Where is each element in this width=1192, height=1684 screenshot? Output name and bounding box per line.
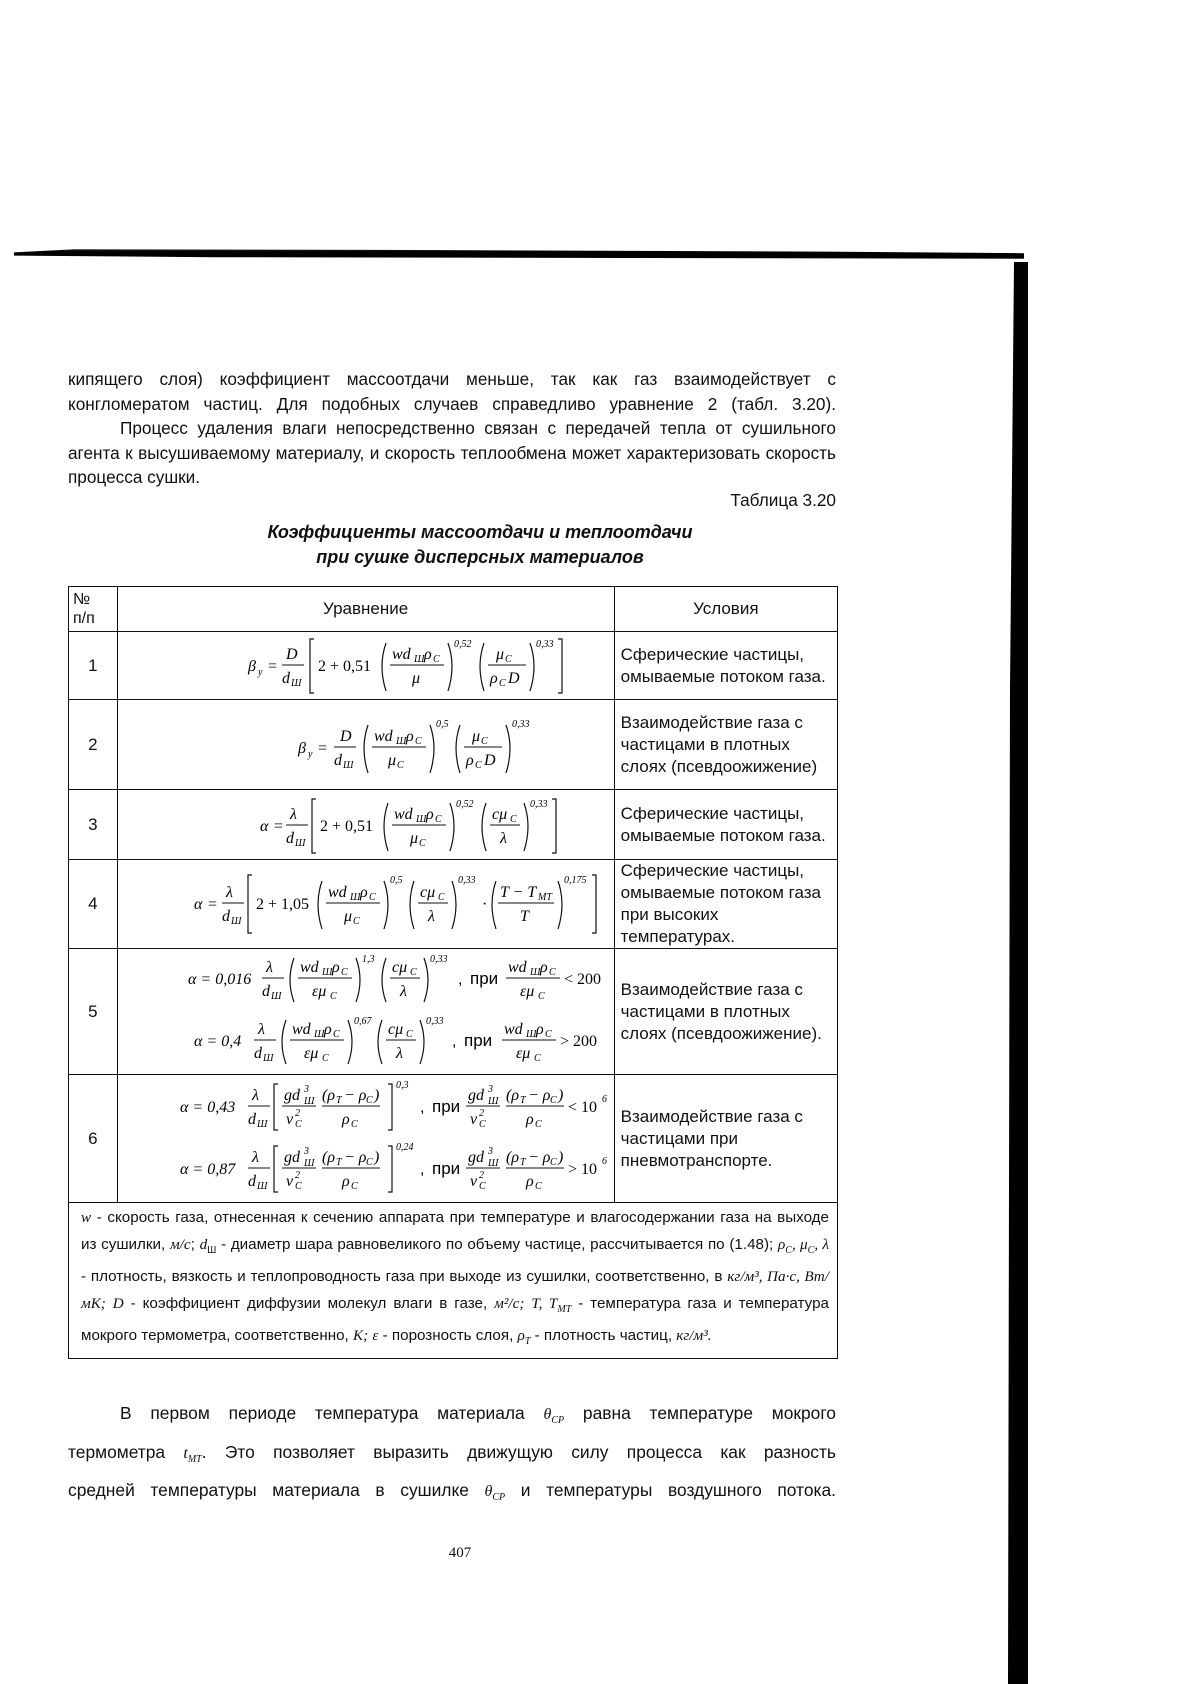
note-unit-5: кг/м³. (676, 1327, 712, 1345)
table-row (69, 632, 838, 700)
svg-text:d: d (261, 982, 270, 1000)
svg-text:C: C (480, 735, 488, 747)
svg-text:wd: wd (503, 1020, 523, 1038)
scan-edge-top (14, 246, 1024, 262)
svg-text:− ρ: − ρ (343, 1086, 367, 1104)
svg-text:C: C (365, 1156, 373, 1168)
svg-text:εμ: εμ (303, 1044, 318, 1062)
svg-text:λ: λ (225, 884, 233, 901)
svg-text:(ρ: (ρ (505, 1086, 519, 1104)
svg-text:d: d (285, 829, 294, 847)
svg-text:(ρ: (ρ (321, 1148, 335, 1166)
svg-text:C: C (414, 735, 422, 747)
svg-text:cμ: cμ (419, 884, 435, 901)
svg-text:3: 3 (487, 1145, 493, 1157)
when-label: при (469, 968, 498, 988)
header-num-line2: п/п (73, 610, 95, 627)
svg-text:Ш: Ш (529, 966, 541, 978)
row-num: 1 (69, 632, 118, 700)
svg-text:C: C (350, 1118, 358, 1130)
svg-text:λ: λ (251, 1086, 259, 1104)
svg-text:d: d (247, 1110, 256, 1128)
svg-text:Ш: Ш (487, 1095, 499, 1107)
svg-text:,: , (457, 970, 463, 988)
svg-text:Ш: Ш (294, 837, 306, 849)
bottom-line-1: В первом периоде температура материала $\theta_{CP}$ равна температуре мокрого (120, 1403, 836, 1427)
row-num: 4 (69, 860, 118, 949)
svg-text:λ: λ (427, 908, 435, 925)
equation-1 (117, 632, 614, 700)
svg-text:α: α (259, 817, 269, 835)
svg-text:gd: gd (467, 1148, 484, 1166)
svg-text:λ: λ (257, 1020, 265, 1038)
svg-text:Ш: Ш (256, 1180, 268, 1192)
svg-text:wd: wd (393, 805, 413, 823)
svg-text:2: 2 (478, 1107, 484, 1119)
bottom-line-3b: и температуры воздушного потока. (505, 1480, 836, 1501)
svg-text:α = 0,4: α = 0,4 (193, 1032, 241, 1050)
svg-text:α = 0,016: α = 0,016 (187, 970, 251, 988)
svg-text:3: 3 (303, 1083, 309, 1095)
svg-text:− ρ: − ρ (527, 1148, 551, 1166)
svg-text:C: C (478, 1180, 486, 1192)
note-text-6: - порозность слоя, (378, 1327, 518, 1345)
svg-text:C: C (504, 653, 512, 665)
svg-text:d: d (333, 751, 342, 769)
svg-text:εμ: εμ (311, 982, 326, 1000)
svg-text:C: C (352, 916, 360, 927)
svg-text:> 10: > 10 (567, 1160, 597, 1178)
table-title-line-2: при сушке дисперсных материалов (316, 547, 644, 567)
scan-edge-right (1008, 262, 1028, 1684)
svg-text:wd: wd (391, 645, 411, 663)
svg-text:ρ: ρ (359, 884, 368, 901)
svg-text:0,52: 0,52 (455, 798, 474, 810)
equation-4 (117, 860, 614, 949)
equation-6 (117, 1075, 614, 1203)
svg-text:α = 0,43: α = 0,43 (179, 1098, 235, 1116)
svg-text:=: = (267, 657, 277, 675)
bottom-line-1a: В первом периоде температура материала (120, 1403, 544, 1423)
svg-text:2 + 0,51: 2 + 0,51 (319, 817, 373, 835)
equation-3 (117, 790, 614, 860)
svg-text:cμ: cμ (491, 805, 507, 823)
svg-text:2 + 0,51: 2 + 0,51 (317, 657, 371, 675)
svg-text:λ: λ (251, 1148, 259, 1166)
svg-text:β: β (247, 657, 256, 675)
svg-text:,: , (419, 1098, 425, 1116)
svg-text:0,52: 0,52 (453, 638, 472, 650)
svg-text:0,24: 0,24 (395, 1141, 414, 1153)
svg-text:ρ: ρ (525, 1172, 534, 1190)
svg-text:ν: ν (285, 1172, 293, 1190)
bottom-line-3: средней температуры материала в сушилке $\theta_{CP}$ и температуры воздушного потока. (68, 1480, 836, 1504)
row-num: 2 (69, 700, 118, 790)
svg-text:C: C (321, 1052, 329, 1064)
svg-text:2: 2 (478, 1169, 484, 1181)
svg-text:d: d (247, 1172, 256, 1190)
svg-text:): ) (557, 1086, 563, 1104)
note-unit-2: кг/м³, Па·с, Вт/мК; (81, 1268, 829, 1312)
top-paragraph (68, 367, 836, 490)
svg-text:α: α (193, 896, 203, 913)
row-num: 3 (69, 790, 118, 860)
svg-text:wd: wd (327, 884, 347, 901)
svg-text:> 200: > 200 (559, 1032, 597, 1050)
svg-text:D: D (285, 645, 298, 663)
svg-text:C: C (549, 1094, 557, 1106)
svg-text:ν: ν (469, 1172, 477, 1190)
svg-text:εμ: εμ (519, 982, 534, 1000)
svg-text:ρ: ρ (341, 1172, 350, 1190)
conditions-6: Взаимодействие газа с частицами при пневмотранспорте. (614, 1075, 837, 1203)
svg-text:C: C (549, 1156, 557, 1168)
svg-text:Ш: Ш (342, 759, 354, 771)
note-text-4: - коэффициент диффузии молекул влаги в газе, (123, 1294, 495, 1312)
svg-text:Ш: Ш (230, 916, 242, 927)
svg-text:wd: wd (373, 727, 393, 745)
svg-text:wd: wd (299, 958, 319, 976)
header-equation: Уравнение (117, 587, 614, 632)
svg-text:Ш: Ш (525, 1028, 537, 1040)
header-num (69, 587, 118, 632)
svg-text:3: 3 (487, 1083, 493, 1095)
bottom-line-2a: термометра (68, 1441, 184, 1462)
svg-text:ν: ν (285, 1110, 293, 1128)
svg-text:< 200: < 200 (563, 970, 601, 988)
svg-text:T − T: T − T (499, 884, 536, 901)
svg-text:ρ: ρ (331, 958, 340, 976)
svg-text:C: C (534, 1180, 542, 1192)
svg-text:0,175: 0,175 (563, 875, 587, 886)
svg-text:C: C (548, 966, 556, 978)
svg-text:λ: λ (395, 1044, 403, 1062)
svg-text:Ш: Ш (262, 1052, 274, 1064)
svg-text:3: 3 (303, 1145, 309, 1157)
table-row (69, 1075, 838, 1203)
svg-text:C: C (294, 1118, 302, 1130)
svg-text:ρ: ρ (341, 1110, 350, 1128)
svg-text:Ш: Ш (313, 1028, 325, 1040)
svg-text:=: = (273, 817, 283, 835)
svg-text:0,33: 0,33 (529, 798, 548, 810)
svg-text:1,3: 1,3 (361, 953, 375, 965)
svg-text:d: d (253, 1044, 262, 1062)
conditions-2: Взаимодействие газа с частицами в плотных слоях (псевдоожижение) (614, 700, 837, 790)
svg-text:C: C (478, 1118, 486, 1130)
svg-text:− ρ: − ρ (343, 1148, 367, 1166)
when-label: при (431, 1096, 460, 1116)
svg-text:cμ: cμ (387, 1020, 403, 1038)
table-title (180, 520, 780, 570)
svg-text:6: 6 (601, 1155, 607, 1167)
svg-text:ρ: ρ (425, 805, 434, 823)
svg-text:< 10: < 10 (567, 1098, 597, 1116)
svg-text:0,33: 0,33 (429, 953, 448, 965)
svg-text:C: C (432, 653, 440, 665)
svg-text:(ρ: (ρ (505, 1148, 519, 1166)
svg-text:ρ: ρ (535, 1020, 544, 1038)
svg-text:C: C (544, 1028, 552, 1040)
svg-text:d: d (281, 669, 290, 687)
svg-text:C: C (350, 1180, 358, 1192)
note-text-3: - плотность, вязкость и теплопроводность газа при выходе из сушилки, соответственно, в (81, 1268, 728, 1286)
svg-text:μ: μ (409, 829, 418, 847)
svg-text:μ: μ (387, 751, 396, 769)
svg-text:T: T (519, 908, 529, 925)
note-unit-4: K; (353, 1327, 369, 1345)
svg-text:C: C (498, 677, 506, 689)
svg-text:α = 0,87: α = 0,87 (179, 1160, 235, 1178)
svg-text:): ) (373, 1086, 379, 1104)
table-header-row (69, 587, 838, 632)
svg-text:D: D (339, 727, 352, 745)
svg-text:C: C (368, 892, 376, 903)
svg-text:− ρ: − ρ (527, 1086, 551, 1104)
svg-text:T: T (335, 1156, 342, 1168)
equation-5 (117, 949, 614, 1075)
svg-text:gd: gd (283, 1086, 300, 1104)
svg-text:Ш: Ш (256, 1118, 268, 1130)
svg-text:ρ: ρ (405, 727, 414, 745)
svg-text:ρ: ρ (525, 1110, 534, 1128)
svg-text:C: C (405, 1028, 413, 1040)
note-text-2: - диаметр шара равновеликого по объему частице, рассчитывается по (1.48); (216, 1235, 778, 1253)
svg-text:λ: λ (499, 829, 507, 847)
note-unit-1: м/с (169, 1235, 191, 1253)
svg-text:λ: λ (265, 958, 273, 976)
header-num-line1: № (73, 591, 91, 608)
conditions-3: Сферические частицы, омываемые потоком газа. (614, 790, 837, 860)
svg-text:T: T (519, 1094, 526, 1106)
svg-text:gd: gd (467, 1086, 484, 1104)
svg-text:C: C (509, 813, 517, 825)
svg-text:C: C (434, 813, 442, 825)
svg-text:ρ: ρ (323, 1020, 332, 1038)
top-paragraph-2: Процесс удаления влаги непосредственно связан с передачей тепла от сушильного агента к высушиваемому материалу, и скорость теплообмена может характеризовать скорость процесса сушки. (68, 418, 836, 487)
note-text-1: - скорость газа, отнесенная к сечению аппарата при температуре и влагосодержании газа на выходе из сушилки, (81, 1209, 829, 1253)
equation-2 (117, 700, 614, 790)
svg-text:C: C (418, 837, 426, 849)
svg-text:C: C (533, 1052, 541, 1064)
svg-text:C: C (437, 892, 445, 903)
svg-text:Ш: Ш (270, 990, 282, 1002)
svg-text:): ) (373, 1148, 379, 1166)
table-note: w - скорость газа, отнесенная к сечению аппарата при температуре и влагосодержании газа на выходе из сушилки, м/с; $d_Ш$ - диаметр шара равновеликого по объему частице, рассчитывается по (1.48); $\rho_C$, $\mu_C$, λ - плотность, вязкость и теплопроводность газа при выходе из сушилки, соответственно, в кг/м³, Па·с, Вт/мК; D - коэффициент диффузии молекул влаги в газе, м²/с; T, $T_{MT}$ - температура газа и температура мокрого термометра, соответственно, K; ε - порозность слоя, $\rho_T$ - плотность частиц, кг/м³. (69, 1203, 838, 1359)
row-num: 5 (69, 949, 118, 1075)
svg-text:0,67: 0,67 (353, 1015, 372, 1027)
svg-text:C: C (474, 759, 482, 771)
table-row (69, 790, 838, 860)
table-row (69, 700, 838, 790)
svg-text:0,3: 0,3 (395, 1079, 409, 1091)
when-label: при (431, 1158, 460, 1178)
svg-text:C: C (365, 1094, 373, 1106)
svg-text:cμ: cμ (391, 958, 407, 976)
svg-text:Ш: Ш (415, 813, 427, 825)
svg-text:Ш: Ш (413, 653, 425, 665)
svg-text:0,33: 0,33 (457, 875, 476, 886)
row-num: 6 (69, 1075, 118, 1203)
page-number: 407 (448, 1545, 472, 1561)
svg-text:y: y (307, 748, 313, 760)
svg-text:6: 6 (601, 1093, 607, 1105)
conditions-4: Сферические частицы, омываемые потоком газа при высоких температурах. (614, 860, 837, 949)
svg-text:2: 2 (294, 1107, 300, 1119)
svg-text:0,33: 0,33 (535, 638, 554, 650)
svg-text:εμ: εμ (515, 1044, 530, 1062)
svg-text:ρ: ρ (465, 751, 474, 769)
svg-text:ν: ν (469, 1110, 477, 1128)
when-label: при (463, 1030, 492, 1050)
coefficients-table (68, 586, 838, 1359)
bottom-line-2b: . Это позволяет выразить движущую силу процесса как разность (201, 1441, 836, 1462)
header-conditions: Условия (614, 587, 837, 632)
top-line-2: конгломератом частиц. Для подобных случаев справедливо уравнение 2 (табл. 3.20). (68, 393, 836, 414)
svg-text:wd: wd (291, 1020, 311, 1038)
svg-text:gd: gd (283, 1148, 300, 1166)
svg-text:Ш: Ш (349, 892, 361, 903)
svg-text:MT: MT (537, 892, 552, 903)
svg-text:Ш: Ш (395, 735, 407, 747)
svg-text:y: y (257, 666, 263, 678)
svg-text:μ: μ (411, 669, 420, 687)
svg-text:d: d (221, 908, 230, 925)
conditions-1: Сферические частицы, омываемые потоком газа. (614, 632, 837, 700)
svg-text:0,5: 0,5 (435, 718, 449, 730)
svg-text:T: T (335, 1094, 342, 1106)
svg-text:T: T (519, 1156, 526, 1168)
table-label: Таблица 3.20 (730, 490, 836, 510)
bottom-line-1b: равна температуре мокрого (564, 1403, 836, 1423)
svg-text:β: β (297, 739, 306, 757)
svg-text:,: , (419, 1160, 425, 1178)
top-line-1: кипящего слоя) коэффициент массоотдачи меньше, так как газ взаимодействует с (68, 369, 836, 389)
svg-text:C: C (329, 990, 337, 1002)
svg-text:C: C (409, 966, 417, 978)
svg-text:C: C (340, 966, 348, 978)
svg-text:C: C (396, 759, 404, 771)
svg-text:2 + 1,05: 2 + 1,05 (255, 896, 309, 913)
svg-text:0,33: 0,33 (511, 718, 530, 730)
table-row (69, 949, 838, 1075)
svg-text:μ: μ (343, 908, 352, 925)
svg-text:λ: λ (289, 805, 297, 823)
bottom-paragraph (68, 1398, 836, 1514)
table-row (69, 860, 838, 949)
table-title-line-1: Коэффициенты массоотдачи и теплоотдачи (267, 522, 693, 542)
svg-text:C: C (294, 1180, 302, 1192)
svg-text:2: 2 (294, 1169, 300, 1181)
svg-text:C: C (537, 990, 545, 1002)
bottom-line-2: термометра $t_{MT}$. Это позволяет выразить движущую силу процесса как разность (68, 1441, 836, 1465)
svg-text:D: D (483, 751, 496, 769)
svg-text:C: C (332, 1028, 340, 1040)
svg-text:λ: λ (399, 982, 407, 1000)
svg-text:Ш: Ш (487, 1157, 499, 1169)
svg-text:(ρ: (ρ (321, 1086, 335, 1104)
svg-text:=: = (207, 896, 217, 913)
svg-text:Ш: Ш (303, 1095, 315, 1107)
svg-text:D: D (507, 669, 520, 687)
conditions-5: Взаимодействие газа с частицами в плотных слоях (псевдоожижение). (614, 949, 837, 1075)
svg-text:μ: μ (471, 727, 480, 745)
note-text-7: - плотность частиц, (530, 1327, 677, 1345)
svg-text:μ: μ (495, 645, 504, 663)
svg-text:Ш: Ш (290, 677, 302, 689)
svg-text:wd: wd (507, 958, 527, 976)
svg-text:0,33: 0,33 (425, 1015, 444, 1027)
svg-text:C: C (534, 1118, 542, 1130)
svg-text:): ) (557, 1148, 563, 1166)
svg-text:,: , (451, 1032, 457, 1050)
note-text-5: - температура газа и температура мокрого термометра, соответственно, (81, 1294, 829, 1345)
svg-text:ρ: ρ (539, 958, 548, 976)
table-note-row (69, 1203, 838, 1359)
note-unit-3: м²/с; (494, 1294, 525, 1312)
svg-text:Ш: Ш (303, 1157, 315, 1169)
svg-text:Ш: Ш (321, 966, 333, 978)
bottom-line-3a: средней температуры материала в сушилке (68, 1480, 485, 1501)
svg-text:0,5: 0,5 (389, 875, 403, 886)
svg-text:·: · (481, 896, 487, 913)
svg-text:ρ: ρ (489, 669, 498, 687)
svg-text:=: = (317, 739, 327, 757)
svg-text:ρ: ρ (423, 645, 432, 663)
